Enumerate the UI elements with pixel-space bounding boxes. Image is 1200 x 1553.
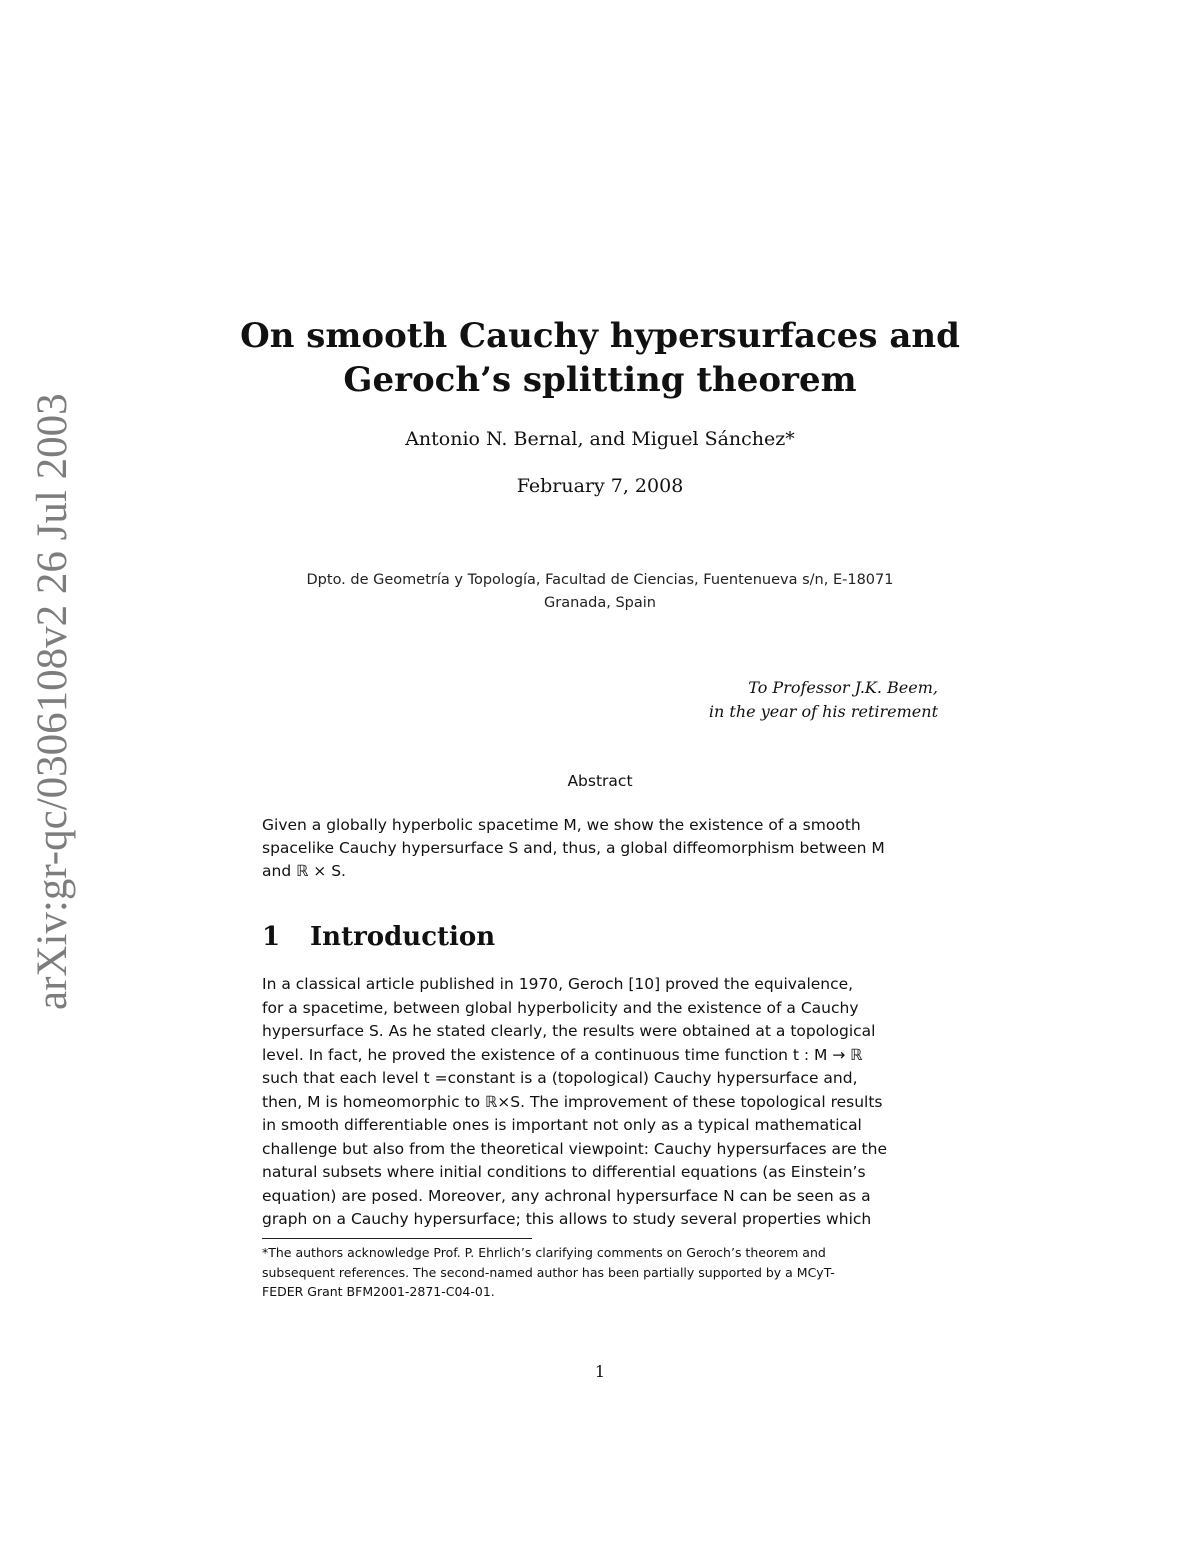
- affiliation-line: Dpto. de Geometría y Topología, Facultad de Ciencias, Fuentenueva s/n, E-18071: [306, 572, 894, 588]
- body-line: equation) are posed. Moreover, any achronal hypersurface N can be seen as a: [262, 1186, 871, 1205]
- abstract-line: Given a globally hyperbolic spacetime M, we show the existence of a smooth: [262, 816, 861, 834]
- abstract-body: [262, 814, 938, 883]
- body-line: graph on a Cauchy hypersurface; this allows to study several properties which: [262, 1210, 872, 1228]
- body-line: such that each level t =constant is a (topological) Cauchy hypersurface and,: [262, 1069, 858, 1087]
- footnote-rule: [262, 1238, 532, 1239]
- body-line: challenge but also from the theoretical viewpoint: Cauchy hypersurfaces are the: [262, 1139, 887, 1158]
- title-line: Geroch’s splitting theorem: [343, 360, 857, 400]
- abstract-line: spacelike Cauchy hypersurface S and, thus, a global diffeomorphism between M: [262, 839, 885, 857]
- page-number: 1: [594, 1362, 606, 1381]
- body-line: level. In fact, he proved the existence of a continuous time function t : M → ℝ: [262, 1045, 863, 1064]
- footnote: [262, 1243, 938, 1302]
- abstract-line: and ℝ × S.: [262, 862, 346, 880]
- paper-title: [200, 314, 1000, 402]
- section-heading: [262, 922, 495, 952]
- abstract-heading: Abstract: [567, 772, 633, 790]
- body-line: in smooth differentiable ones is important not only as a typical mathematical: [262, 1116, 862, 1134]
- dedication: [709, 676, 938, 724]
- footnote-line: subsequent references. The second-named author has been partially supported by a MCyT-: [262, 1264, 835, 1280]
- body-line: then, M is homeomorphic to ℝ×S. The improvement of these topological results: [262, 1092, 883, 1111]
- dedication-line: To Professor J.K. Beem,: [748, 678, 938, 697]
- arxiv-side-stamp: arXiv:gr-qc/0306108v2 26 Jul 2003: [29, 393, 76, 1010]
- intro-paragraph: [262, 973, 938, 1232]
- footnote-line: FEDER Grant BFM2001-2871-C04-01.: [262, 1284, 495, 1299]
- body-line: hypersurface S. As he stated clearly, the results were obtained at a topological: [262, 1022, 876, 1040]
- dedication-line: in the year of his retirement: [708, 702, 938, 721]
- affiliation: [262, 569, 938, 615]
- date: February 7, 2008: [516, 475, 684, 497]
- affiliation-line: Granada, Spain: [544, 595, 656, 611]
- section-title: Introduction: [310, 922, 496, 952]
- body-line: for a spacetime, between global hyperbolicity and the existence of a Cauchy: [262, 998, 859, 1017]
- section-number: 1: [262, 922, 281, 952]
- body-line: In a classical article published in 1970, Geroch [10] proved the equivalence,: [262, 975, 854, 993]
- title-line: On smooth Cauchy hypersurfaces and: [240, 316, 960, 356]
- body-line: natural subsets where initial conditions to differential equations (as Einstein’s: [262, 1163, 866, 1181]
- footnote-line: *The authors acknowledge Prof. P. Ehrlich’s clarifying comments on Geroch’s theorem and: [262, 1245, 826, 1260]
- authors: Antonio N. Bernal, and Miguel Sánchez*: [405, 428, 795, 450]
